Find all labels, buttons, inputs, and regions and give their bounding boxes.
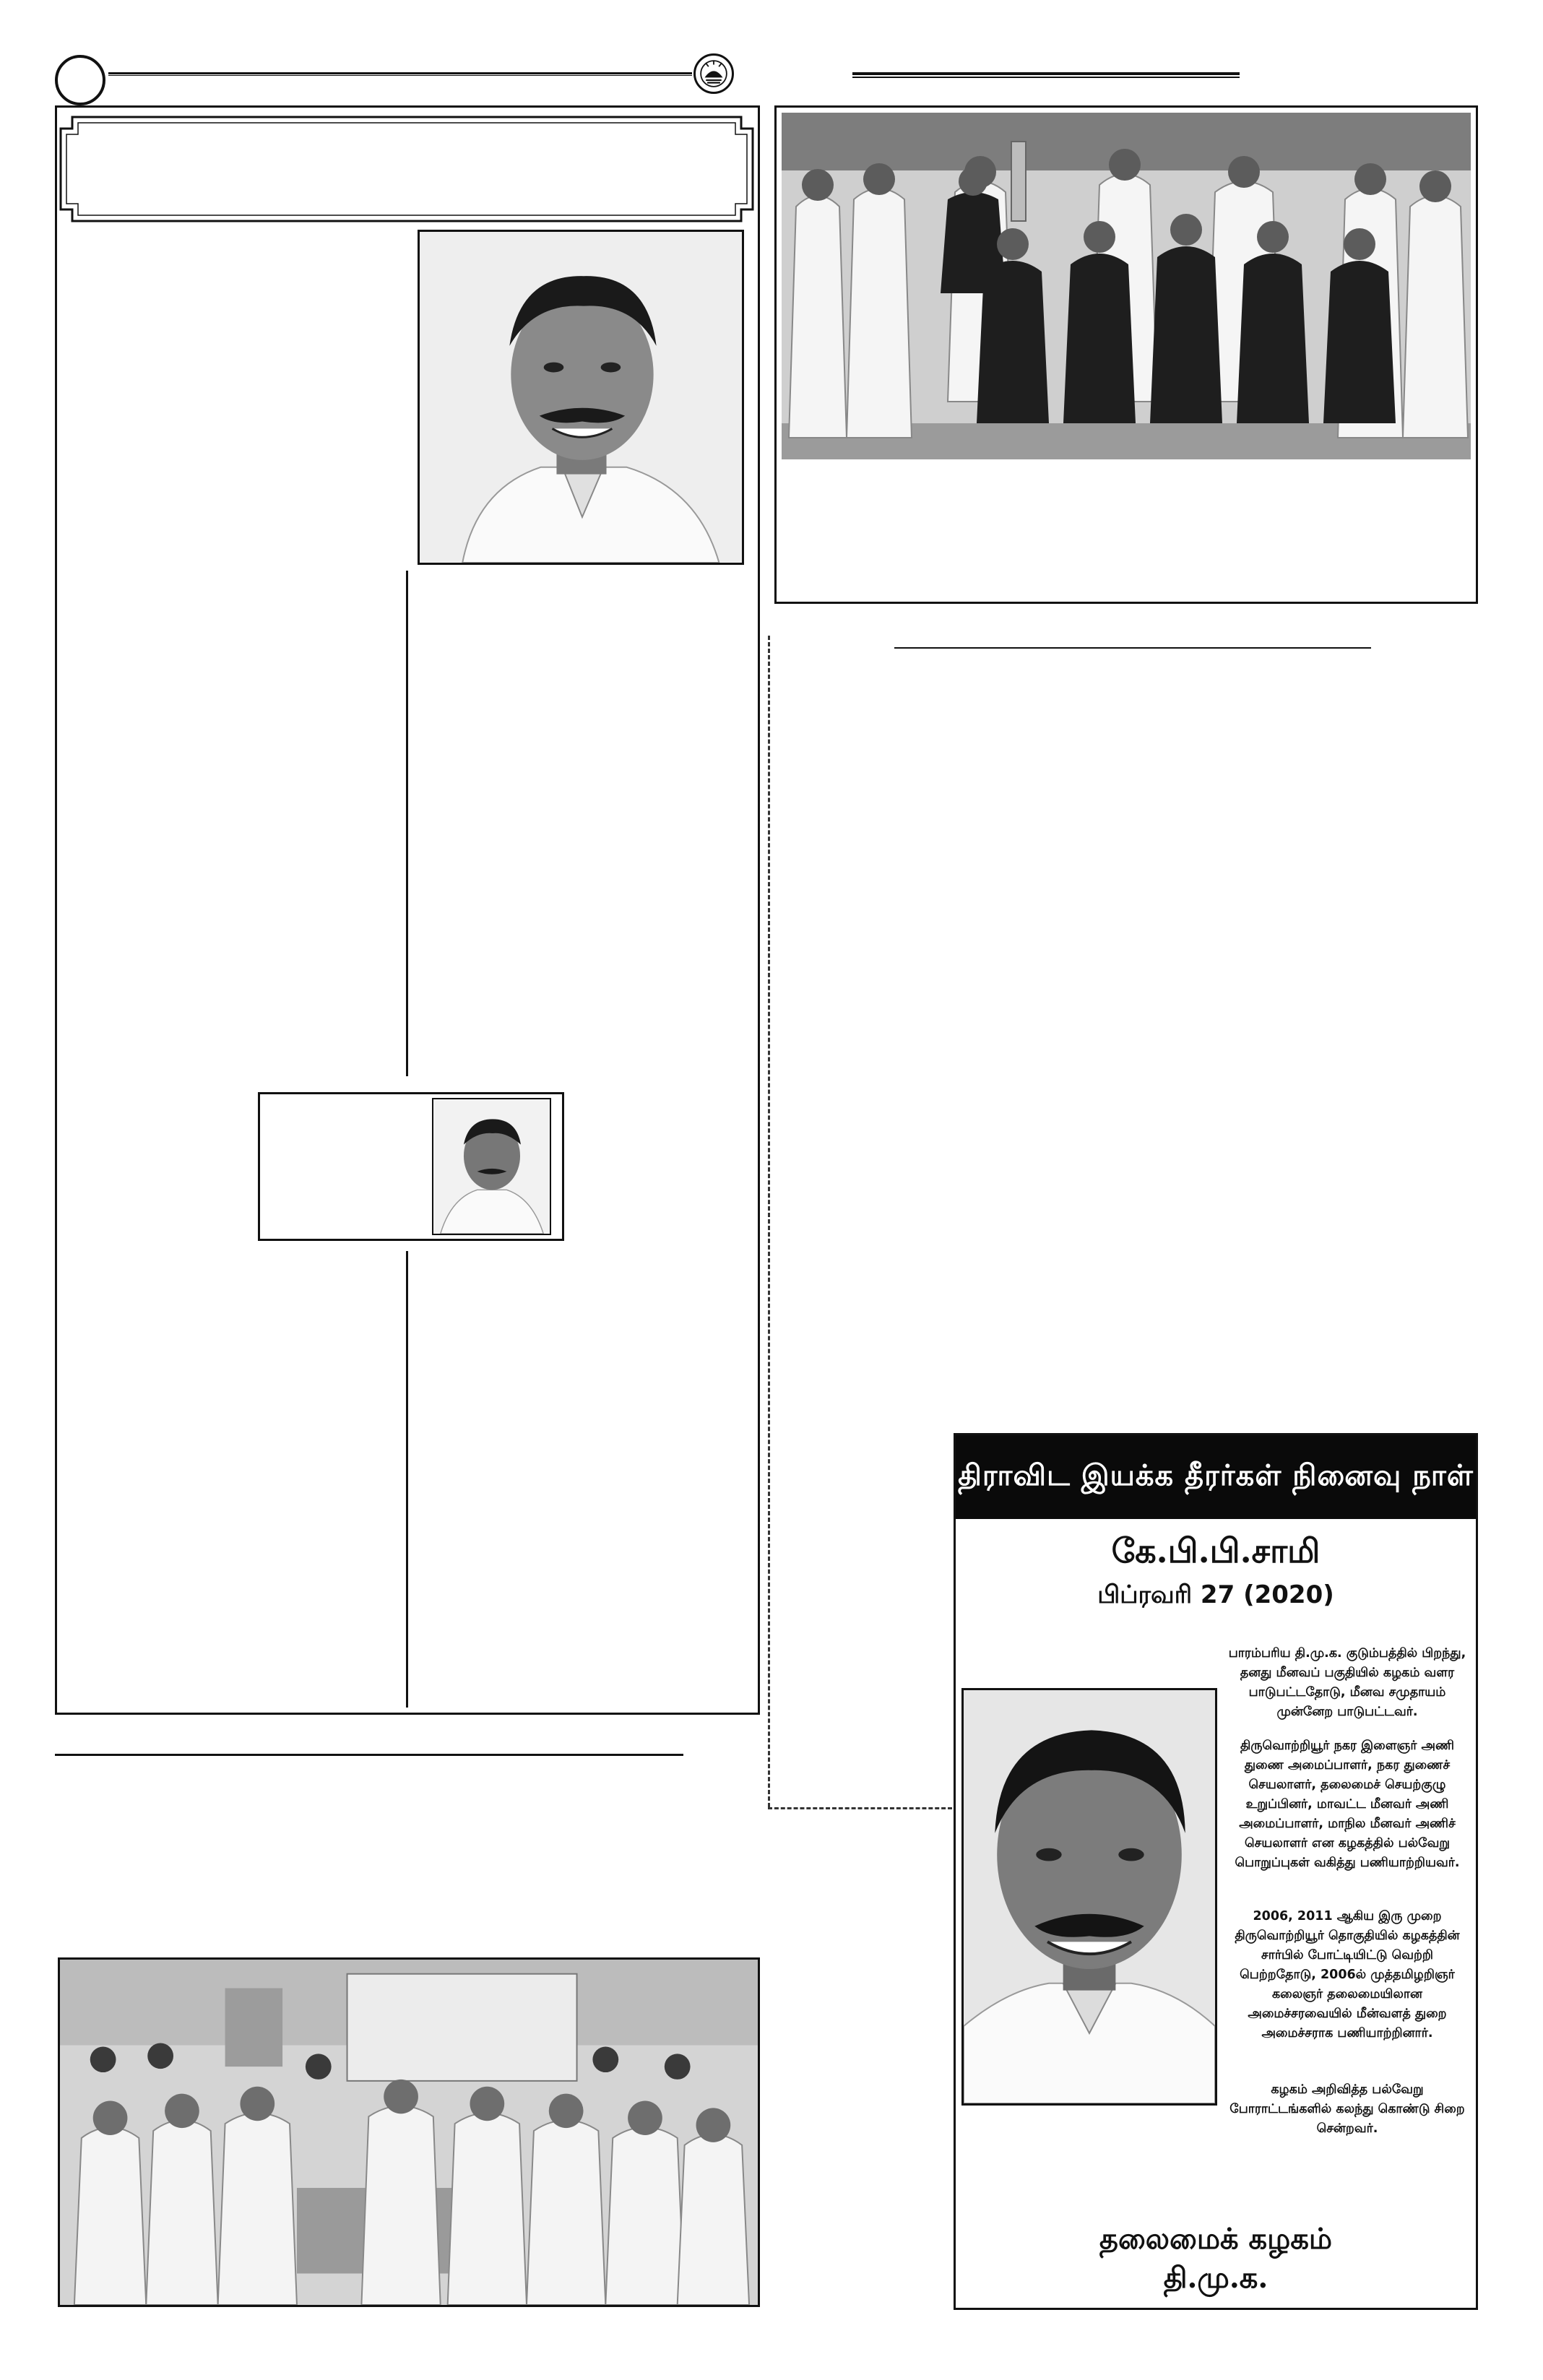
header-rule-left: [108, 72, 692, 76]
header-rule-right: [852, 72, 1240, 78]
memorial-name: கே.பி.பி.சாமி: [1111, 1531, 1321, 1570]
column-divider-upper: [406, 571, 408, 1076]
dashed-connector-vertical: [768, 636, 770, 1807]
memorial-portrait: [961, 1688, 1217, 2106]
memorial-paragraph: கழகம் அறிவித்த பல்வேறு போராட்டங்களில் கலந்து கொண்டு சிறை சென்றவர்.: [1229, 2082, 1465, 2136]
memorial-paragraph: பாரம்பரிய தி.மு.க. குடும்பத்தில் பிறந்து, தனது மீனவப் பகுதியில் கழகம் வளர பாடுபட்டதோடு, மீனவ சமுதாயம் முன்னேற பாடுபட்டவர்.: [1228, 1646, 1466, 1719]
memorial-paragraph: 2006, 2011 ஆகிய இரு முறை திருவொற்றியூர் தொகுதியில் கழகத்தின் சார்பில் போட்டியிட்டு வெற்றி பெற்றதோடு, 2006ல் முத்தமிழறிஞர் கலைஞர் தலைமையிலான அமைச்சரவையில் மீன்வளத் துறை அமைச்சராக பணியாற்றினார்.: [1235, 1909, 1460, 2041]
leader-portrait: [418, 230, 744, 565]
memorial-date: பிப்ரவரி 27 (2020): [1097, 1580, 1334, 1609]
kabaddi-team-photo: [782, 113, 1471, 459]
column-divider-lower: [406, 1251, 408, 1708]
memorial-banner: திராவிட இயக்க தீரர்கள் நினைவு நாள்: [956, 1435, 1476, 1519]
memorial-signature-line2: தி.மு.க.: [1163, 2261, 1268, 2295]
page-number-circle: [55, 55, 105, 105]
inset-portrait: [432, 1098, 551, 1235]
welfare-distribution-photo: [58, 1957, 760, 2307]
rising-sun-emblem-icon: [693, 53, 734, 94]
dashed-connector-horizontal: [768, 1807, 952, 1809]
section-rule: [55, 1754, 683, 1756]
headline-cartouche: [58, 114, 756, 224]
memorial-paragraph: திருவொற்றியூர் நகர இளைஞர் அணி துணை அமைப்பாளர், நகர துணைச் செயலாளர், தலைமைச் செயற்குழு உறுப்பினர், மாவட்ட மீனவர் அணி அமைப்பாளர், மாநில மீனவர் அணிச் செயலாளர் என கழகத்தில் பல்வேறு பொறுப்புகள் வகித்து பணியாற்றியவர்.: [1235, 1739, 1460, 1870]
section-rule-right: [894, 647, 1371, 649]
memorial-signature-line1: தலைமைக் கழகம்: [1099, 2222, 1333, 2256]
